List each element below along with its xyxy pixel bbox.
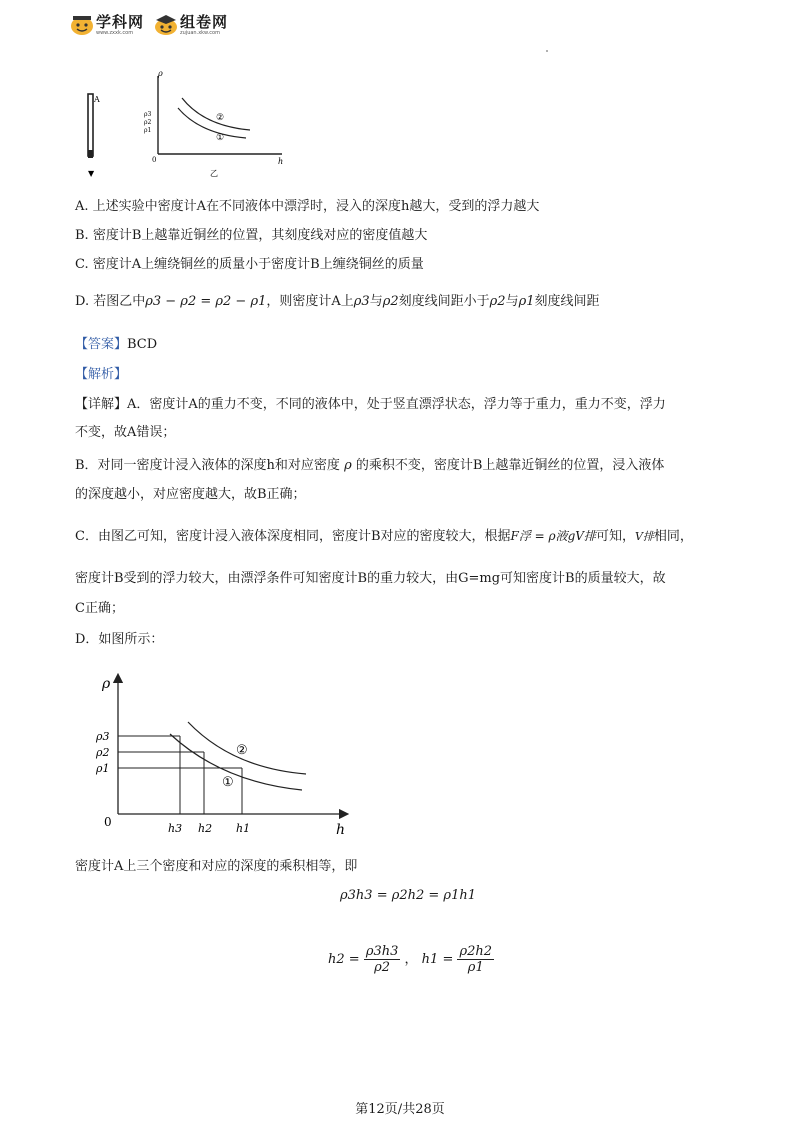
option-d-with1: 与 bbox=[369, 294, 383, 309]
detail-c3: C正确； bbox=[75, 601, 124, 616]
top-x-axis: h bbox=[278, 157, 284, 166]
eq-h1-fraction bbox=[457, 944, 494, 975]
analysis-label: 【解析】 bbox=[75, 367, 128, 382]
top-origin: 0 bbox=[152, 156, 157, 164]
detail-a2: 不变，故A错误； bbox=[75, 425, 176, 440]
option-d-rho3: ρ3 bbox=[353, 294, 370, 309]
option-d-equation: ρ3 − ρ2 = ρ2 − ρ1 bbox=[145, 294, 267, 309]
top-curve-1-label: ① bbox=[216, 133, 225, 143]
answer-label: 【答案】 bbox=[75, 337, 128, 352]
bottom-y-axis: ρ bbox=[102, 676, 111, 692]
bottom-curve-1-label: ① bbox=[222, 775, 234, 790]
meter-a-foot: ▼ bbox=[88, 169, 95, 178]
logo1-name: 学科网 bbox=[96, 13, 145, 31]
answer-line bbox=[75, 336, 157, 354]
bottom-rho1: ρ1 bbox=[96, 762, 110, 775]
option-d-rho1: ρ1 bbox=[518, 294, 535, 309]
option-d-mid: ，则密度计A上 bbox=[266, 294, 354, 309]
top-rho2: ρ2 bbox=[144, 119, 152, 126]
top-curve-1 bbox=[178, 108, 246, 138]
detail-c1-formula: F浮 = ρ液gV排 bbox=[510, 529, 596, 543]
logo2-name: 组卷网 bbox=[180, 13, 229, 31]
page-footer: 第12页/共28页 bbox=[355, 1102, 445, 1117]
eq-h2-lhs: h2 = bbox=[328, 952, 360, 967]
detail-d1: D．如图所示： bbox=[75, 632, 164, 647]
option-d-prefix: D. 若图乙中 bbox=[75, 294, 146, 309]
smiley-cap-icon bbox=[154, 14, 178, 36]
detail-b1-rho: ρ bbox=[344, 458, 352, 473]
detail-b1-text: B．对同一密度计浸入液体的深度h和对应密度 bbox=[75, 458, 340, 473]
meter-a-weight bbox=[88, 150, 93, 158]
detail-c1-tail: 相同， bbox=[653, 529, 693, 544]
smiley-icon bbox=[70, 14, 94, 36]
detail-c2: 密度计B受到的浮力较大，由漂浮条件可知密度计B的重力较大，由G=mg可知密度计B的质量较大，故 bbox=[75, 571, 666, 586]
detail-a1-text: A．密度计A的重力不变，不同的液体中，处于竖直漂浮状态，浮力等于重力，重力不变，浮力 bbox=[127, 397, 666, 412]
option-d-rho2b: ρ2 bbox=[489, 294, 506, 309]
detail-c1-v: V排 bbox=[634, 530, 654, 543]
meter-a bbox=[88, 94, 93, 156]
bottom-h2: h2 bbox=[198, 822, 213, 835]
header-logos bbox=[70, 14, 238, 36]
bottom-h3: h3 bbox=[168, 822, 183, 835]
bottom-rho3: ρ3 bbox=[96, 730, 110, 743]
option-d-with2: 与 bbox=[505, 294, 519, 309]
detail-a1 bbox=[75, 396, 666, 414]
eq-h2-fraction bbox=[364, 944, 401, 975]
answer-value: BCD bbox=[127, 337, 158, 352]
top-caption: 乙 bbox=[210, 169, 218, 178]
bottom-origin: 0 bbox=[104, 815, 112, 829]
detail-label: 【详解】 bbox=[75, 397, 128, 412]
option-d bbox=[75, 293, 600, 311]
bottom-rho2: ρ2 bbox=[96, 746, 110, 759]
figure-bottom bbox=[92, 672, 356, 842]
conclusion-text: 密度计A上三个密度和对应的深度的乘积相等，即 bbox=[75, 859, 358, 874]
logo1-url: www.zxxk.com bbox=[96, 30, 134, 36]
eq-h2-den: ρ2 bbox=[374, 960, 391, 975]
eq-h1-num: ρ2h2 bbox=[459, 944, 493, 959]
figure-top bbox=[82, 68, 302, 180]
option-d-mid2: 刻度线间距小于 bbox=[398, 294, 490, 309]
bottom-h1: h1 bbox=[236, 822, 251, 835]
logo2-url: zujuan.xkw.com bbox=[180, 30, 220, 36]
detail-c1-text: C．由图乙可知，密度计浸入液体深度相同，密度计B对应的密度较大，根据 bbox=[75, 529, 511, 544]
meter-a-label: A bbox=[94, 95, 100, 104]
top-y-axis: ρ bbox=[158, 69, 163, 78]
top-curve-2-label: ② bbox=[216, 113, 225, 123]
equation-h2-h1 bbox=[328, 944, 494, 975]
eq-h2-num: ρ3h3 bbox=[365, 944, 399, 959]
detail-c1 bbox=[75, 527, 693, 546]
zujuanwang-logo[interactable] bbox=[154, 14, 228, 36]
eq-separator: ， bbox=[404, 952, 418, 967]
option-b: B. 密度计B上越靠近铜丝的位置，其刻度线对应的密度值越大 bbox=[75, 228, 428, 243]
speck bbox=[546, 50, 548, 52]
option-c: C. 密度计A上缠绕铜丝的质量小于密度计B上缠绕铜丝的质量 bbox=[75, 257, 424, 272]
option-d-rho2: ρ2 bbox=[382, 294, 399, 309]
top-rho3: ρ3 bbox=[144, 111, 152, 118]
detail-b1 bbox=[75, 457, 664, 475]
option-a: A. 上述实验中密度计A在不同液体中漂浮时，浸入的深度h越大，受到的浮力越大 bbox=[75, 199, 540, 214]
detail-c1-end: 可知， bbox=[595, 529, 635, 544]
bottom-curve-2-label: ② bbox=[236, 743, 248, 758]
equation-products: ρ3h3 = ρ2h2 = ρ1h1 bbox=[340, 888, 476, 903]
bottom-x-axis: h bbox=[336, 822, 346, 838]
option-d-end: 刻度线间距 bbox=[534, 294, 600, 309]
xuekewang-logo[interactable] bbox=[70, 14, 144, 36]
eq-h1-den: ρ1 bbox=[467, 960, 484, 975]
top-rho1: ρ1 bbox=[144, 127, 152, 134]
detail-b2: 的深度越小，对应密度越大，故B正确； bbox=[75, 487, 306, 502]
eq-h1-lhs: h1 = bbox=[421, 952, 454, 967]
detail-b1-end: 的乘积不变，密度计B上越靠近铜丝的位置，浸入液体 bbox=[355, 458, 665, 473]
